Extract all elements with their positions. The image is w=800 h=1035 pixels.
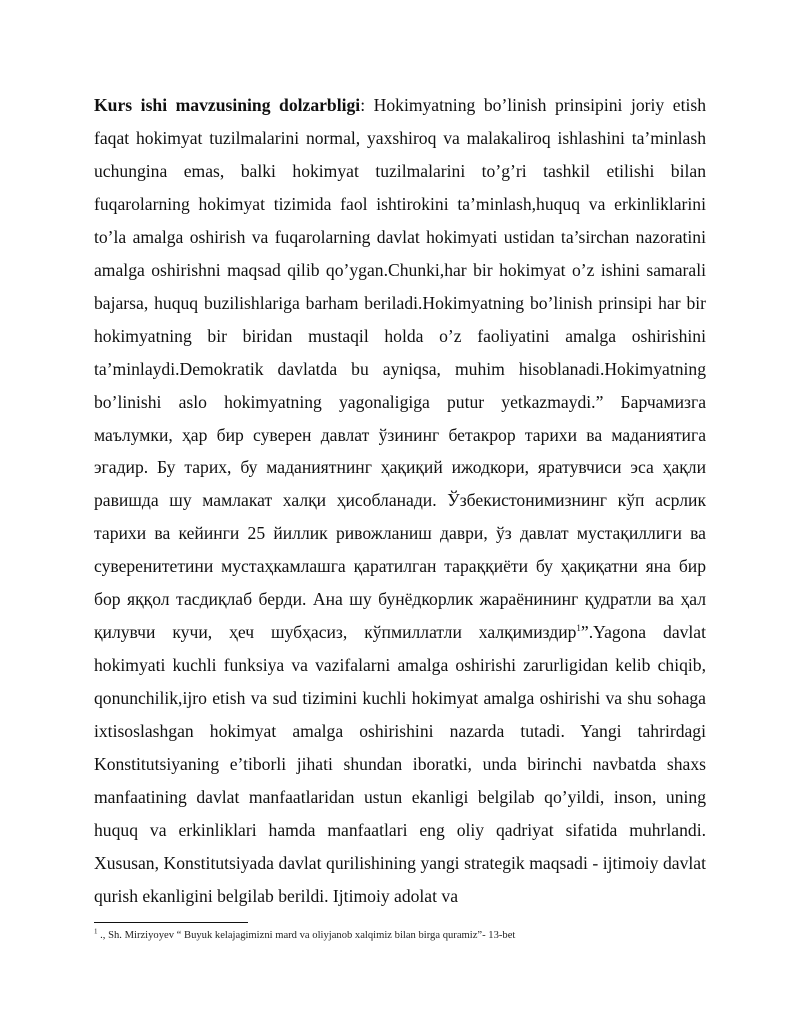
section-heading: Kurs ishi mavzusining dolzarbligi <box>94 95 361 115</box>
footnote <box>94 929 734 943</box>
body-paragraph <box>94 89 706 913</box>
footnote-marker: 1 <box>94 927 98 936</box>
footnote-reference[interactable]: 1 <box>576 623 581 634</box>
heading-punctuation: : <box>360 95 374 115</box>
footnote-text: ., Sh. Mirziyoyev “ Buyuk kelajagimizni mard va oliyjanob xalqimiz bilan birga quramiz”- 13-bet <box>97 930 516 941</box>
footnote-separator <box>94 922 248 923</box>
paragraph-text-part2: ”.Yagona davlat hokimyati kuchli funksiya va vazifalarni amalga oshirishi zarurligidan kelib chiqib, qonunchilik,ijro etish va sud tizimini kuchli hokimyat amalga oshirishi va shu sohaga ixtisoslashgan hokimyat amalga oshirishini nazarda tutadi. Yangi tahrirdagi Konstitutsiyaning e’tiborli jihati shundan iboratki, unda birinchi navbatda shaxs manfaatining davlat manfaatlaridan ustun ekanligi belgilab qo’yildi, inson, uning huquq va erkinliklari hamda manfaatlari eng oliy qadriyat sifatida muhrlandi. Xususan, Konstitutsiyada davlat qurilishining yangi strategik maqsadi - ijtimoiy davlat qurish ekanligini belgilab berildi. Ijtimoiy adolat va <box>94 622 707 906</box>
paragraph-text-part1: Hokimyatning bo’linish prinsipini joriy etish faqat hokimyat tuzilmalarini normal, yaxshiroq va malakaliroq ishlashini ta’minlash uchungina emas, balki hokimyat tuzilmalarini to’g’ri tashkil etilishi bilan fuqarolarning hokimyat tizimida faol ishtirokini ta’minlash,huquq va erkinliklarini to’la amalga oshirish va fuqarolarning davlat hokimyati ustidan ta’sirchan nazoratini amalga oshirishni maqsad qilib qo’ygan.Chunki,har bir hokimyat o’z ishini samarali bajarsa, huquq buzilishlariga barham beriladi.Hokimyatning bo’linish prinsipi har bir hokimyatning bir biridan mustaqil holda o’z faoliyatini amalga oshirishini ta’minlaydi.Demokratik davlatda bu ayniqsa, muhim hisoblanadi.Hokimyatning bo’linishi aslo hokimyatning yagonaligiga putur yetkazmaydi.” Барчамизга маълумки, ҳар бир суверен давлат ўзининг бетакрор тарихи ва маданиятига эгадир. Бу тарих, бу маданиятнинг ҳақиқий ижодкори, яратувчиси эса ҳақли равишда шу мамлакат халқи ҳисобланади. Ўзбекистонимизнинг кўп асрлик тарихи ва кейинги 25 йиллик ривожланиш даври, ўз давлат мустақиллиги ва суверенитетини мустаҳкамлашга қаратилган тараққиёти бу ҳақиқатни яна бир бор яққол тасдиқлаб берди. Ана шу бунёдкорлик жараёнининг қудратли ва ҳал қилувчи кучи, ҳеч шубҳасиз, кўпмиллатли халқимиздир <box>94 95 706 643</box>
